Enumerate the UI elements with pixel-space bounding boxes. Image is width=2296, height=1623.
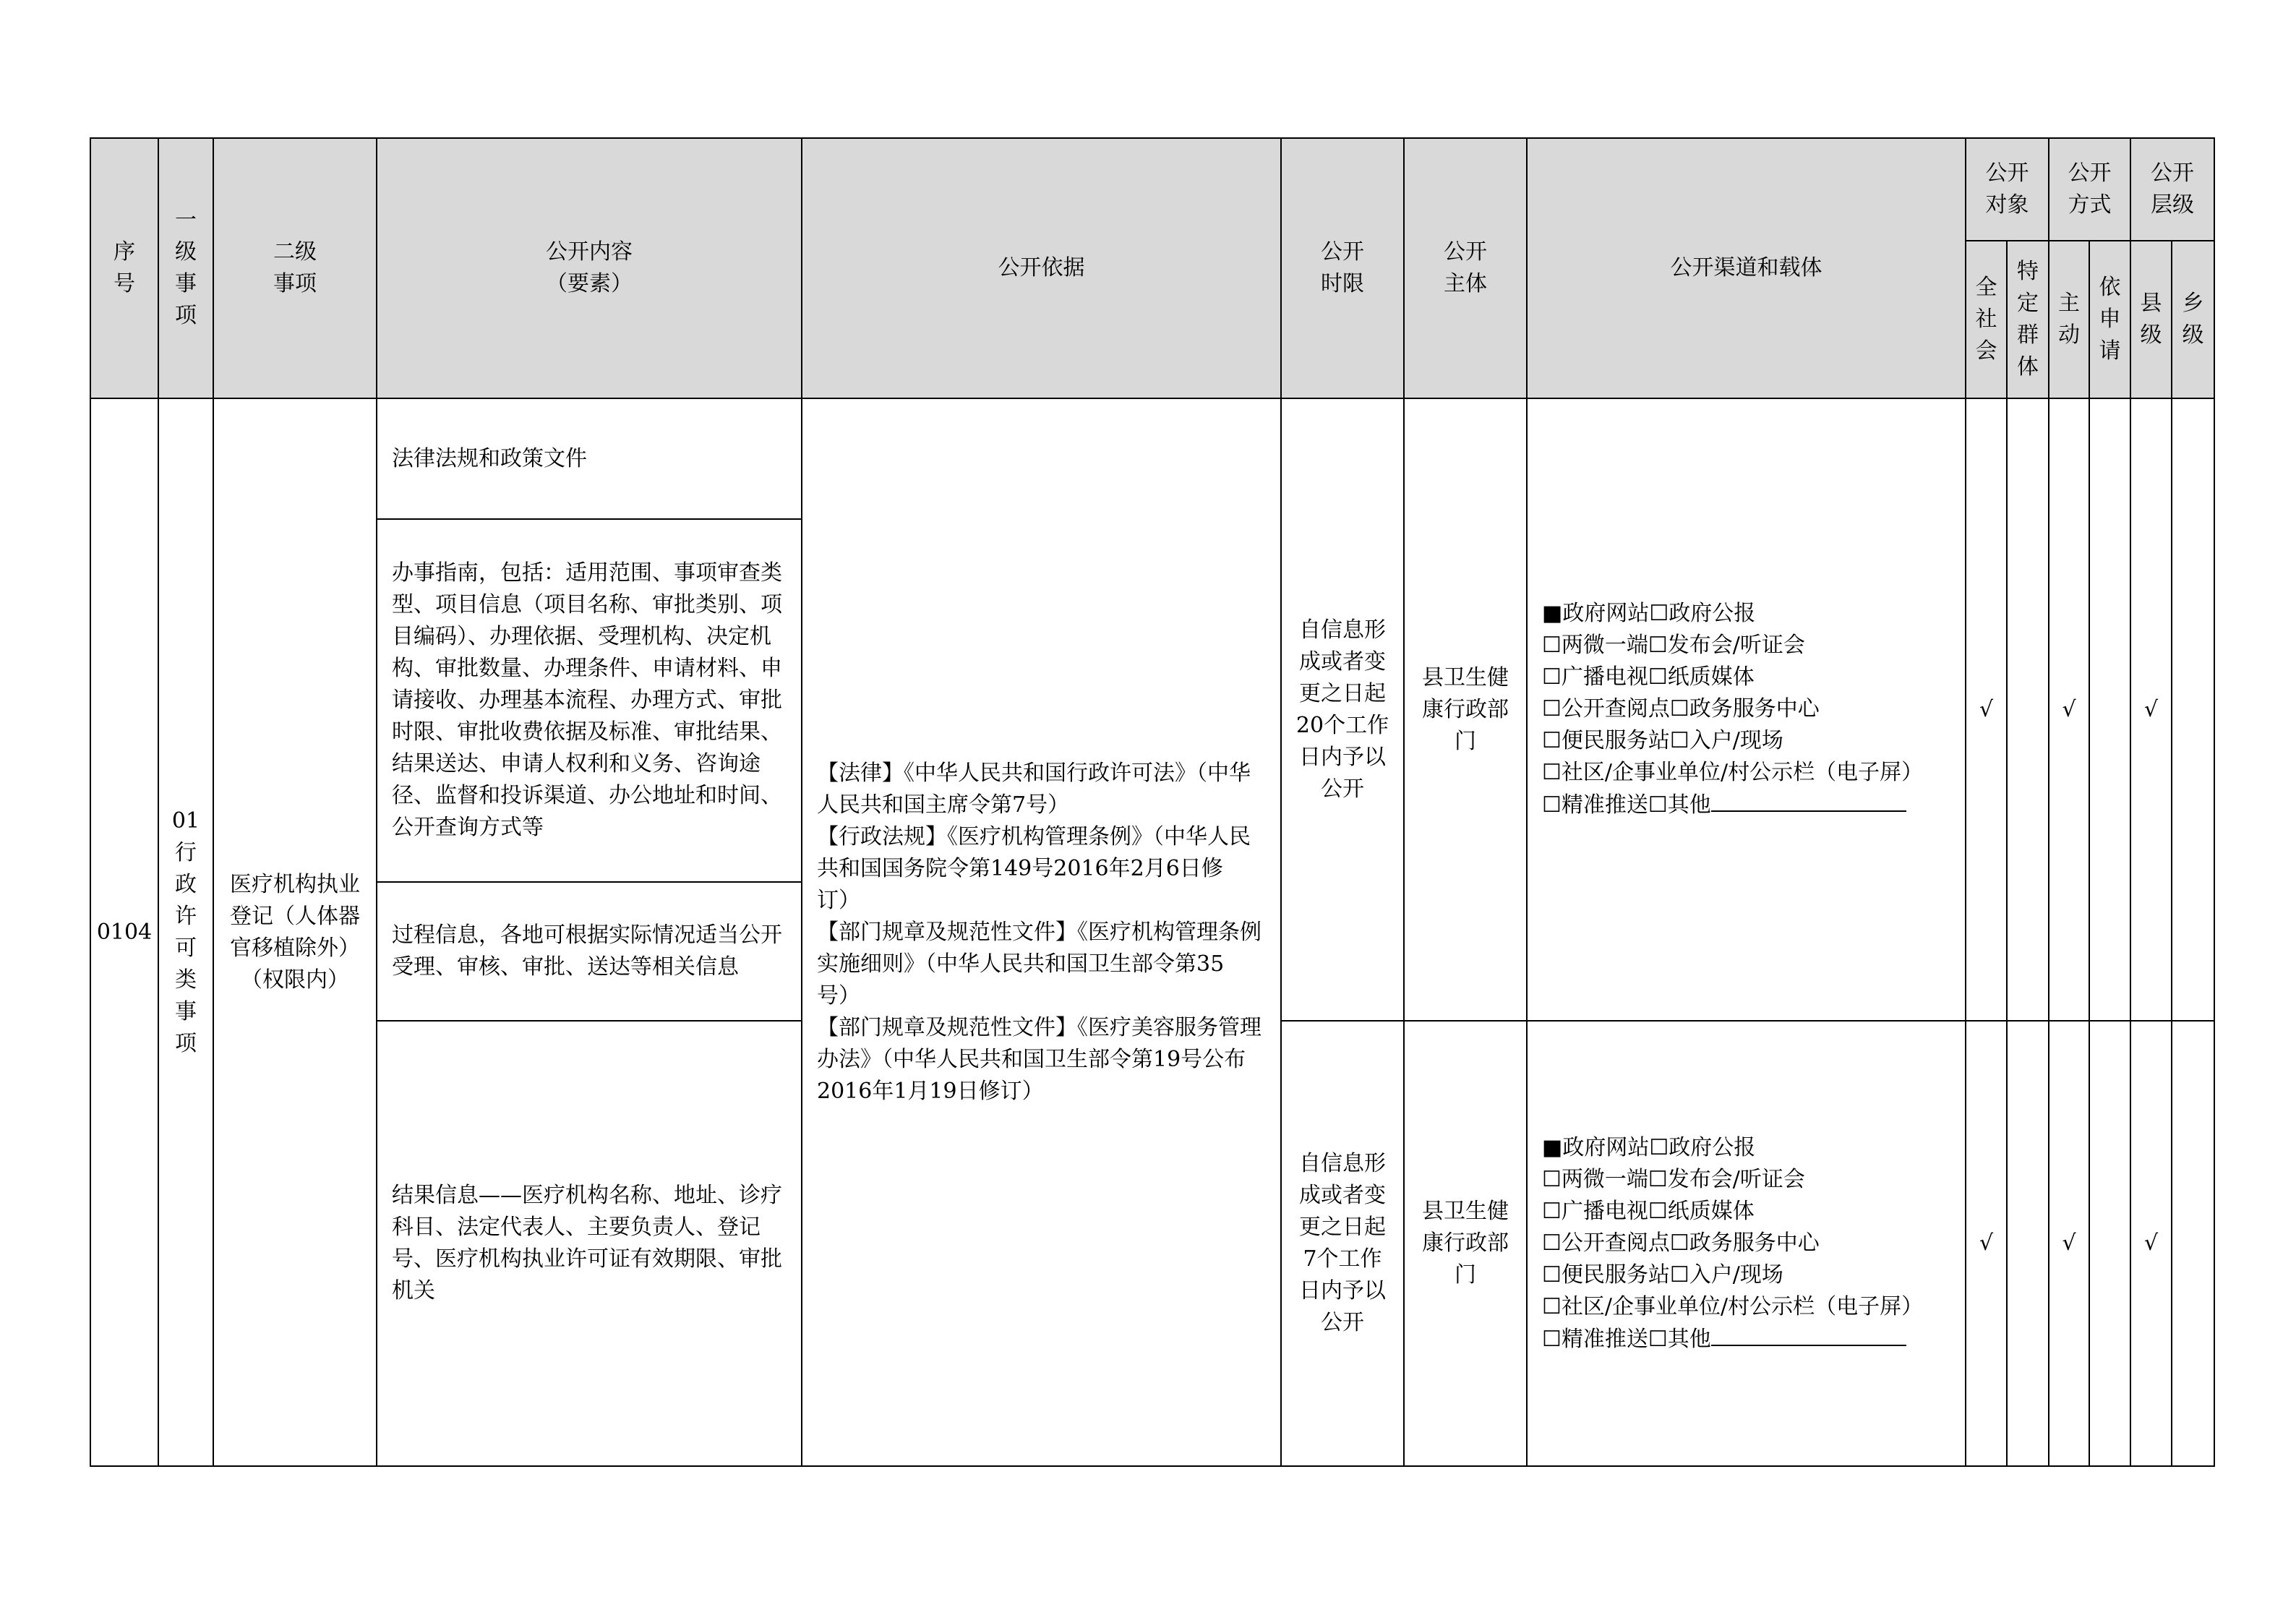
- content-process: 过程信息，各地可根据实际情况适当公开受理、审核、审批、送达等相关信息: [377, 882, 802, 1021]
- check-method-request-1: [2089, 398, 2130, 1021]
- channel-line: ☐公开查阅点☐政务服务中心: [1542, 1230, 1820, 1256]
- check-level-county-1: √: [2130, 398, 2172, 1021]
- check-target-all-2: √: [1966, 1021, 2007, 1466]
- row-level1: 01 行 政 许 可 类 事 项: [158, 398, 213, 1466]
- header-method: 公开 方式: [2049, 138, 2130, 241]
- content-laws: 法律法规和政策文件: [377, 398, 802, 519]
- header-target-all: 全 社 会: [1966, 241, 2007, 398]
- channel-line: ☐社区/企事业单位/村公示栏（电子屏）: [1542, 760, 1924, 785]
- content-guide: 办事指南，包括：适用范围、事项审查类型、项目信息（项目名称、审批类别、项目编码）、办理依据、受理机构、决定机构、审批数量、办理条件、申请材料、申请接收、办理基本流程、办理方式、审批时限、审批收费依据及标准、审批结果、结果送达、申请人权利和义务、咨询途径、监督和投诉渠道、办公地址和时间、公开查询方式等: [377, 519, 802, 882]
- check-method-active-1: √: [2049, 398, 2089, 1021]
- check-method-request-2: [2089, 1021, 2130, 1466]
- header-target-specific: 特 定 群 体: [2007, 241, 2049, 398]
- channel-line: ■政府网站☐政府公报: [1542, 1134, 1756, 1160]
- subject-1: 县卫生健康行政部门: [1404, 398, 1527, 1021]
- header-target: 公开 对象: [1966, 138, 2049, 241]
- channel-line: ☐两微一端☐发布会/听证会: [1542, 633, 1805, 658]
- check-target-all-1: √: [1966, 398, 2007, 1021]
- channel-line: ☐广播电视☐纸质媒体: [1542, 664, 1755, 690]
- check-level-town-2: [2172, 1021, 2214, 1466]
- time-limit-2: 自信息形成或者变更之日起7个工作日内予以公开: [1281, 1021, 1404, 1466]
- channel-2: [1527, 1021, 1966, 1466]
- header-method-request: 依 申 请: [2089, 241, 2130, 398]
- blank-underline: [1711, 1323, 1906, 1346]
- blank-underline: [1711, 789, 1906, 812]
- header-subject: 公开 主体: [1404, 138, 1527, 398]
- row-basis: 【法律】《中华人民共和国行政许可法》（中华人民共和国主席令第7号） 【行政法规】《医疗机构管理条例》（中华人民共和国国务院令第149号2016年2月6日修订） 【部门规章及规范性文件】《医疗机构管理条例实施细则》（中华人民共和国卫生部令第35号） 【部门规章及规范性文件】《医疗美容服务管理办法》（中华人民共和国卫生部令第19号公布2016年1月19日修订）: [802, 398, 1281, 1466]
- row-seq: 0104: [90, 398, 158, 1466]
- check-method-active-2: √: [2049, 1021, 2089, 1466]
- channel-line: ☐便民服务站☐入户/现场: [1542, 728, 1783, 753]
- header-method-active: 主 动: [2049, 241, 2089, 398]
- disclosure-table: [90, 137, 2215, 1467]
- channel-line: ☐社区/企事业单位/村公示栏（电子屏）: [1542, 1293, 1924, 1319]
- subject-2: 县卫生健康行政部门: [1404, 1021, 1527, 1466]
- header-level-county: 县 级: [2130, 241, 2172, 398]
- header-level: 公开 层级: [2130, 138, 2214, 241]
- check-level-county-2: √: [2130, 1021, 2172, 1466]
- time-limit-1: 自信息形成或者变更之日起20个工作日内予以公开: [1281, 398, 1404, 1021]
- channel-line: ☐便民服务站☐入户/现场: [1542, 1262, 1783, 1288]
- check-target-specific-1: [2007, 398, 2049, 1021]
- header-time-limit: 公开 时限: [1281, 138, 1404, 398]
- header-seq: 序 号: [90, 138, 158, 398]
- channel-line: ■政府网站☐政府公报: [1542, 601, 1756, 626]
- check-target-specific-2: [2007, 1021, 2049, 1466]
- channel-line-other: ☐精准推送☐其他: [1542, 1323, 1950, 1356]
- channel-1: [1527, 398, 1966, 1021]
- header-channel: 公开渠道和载体: [1527, 138, 1966, 398]
- content-result: 结果信息——医疗机构名称、地址、诊疗科目、法定代表人、主要负责人、登记号、医疗机构执业许可证有效期限、审批机关: [377, 1021, 802, 1466]
- row-level2: 医疗机构执业登记（人体器官移植除外）（权限内）: [213, 398, 377, 1466]
- channel-line: ☐广播电视☐纸质媒体: [1542, 1198, 1755, 1224]
- channel-line-other: ☐精准推送☐其他: [1542, 789, 1950, 821]
- channel-line: ☐公开查阅点☐政务服务中心: [1542, 696, 1820, 721]
- header-level-town: 乡 级: [2172, 241, 2214, 398]
- check-level-town-1: [2172, 398, 2214, 1021]
- channel-line: ☐两微一端☐发布会/听证会: [1542, 1166, 1805, 1192]
- header-level2: 二级 事项: [213, 138, 377, 398]
- header-basis: 公开依据: [802, 138, 1281, 398]
- header-level1: 一 级 事 项: [158, 138, 213, 398]
- header-content: 公开内容 （要素）: [377, 138, 802, 398]
